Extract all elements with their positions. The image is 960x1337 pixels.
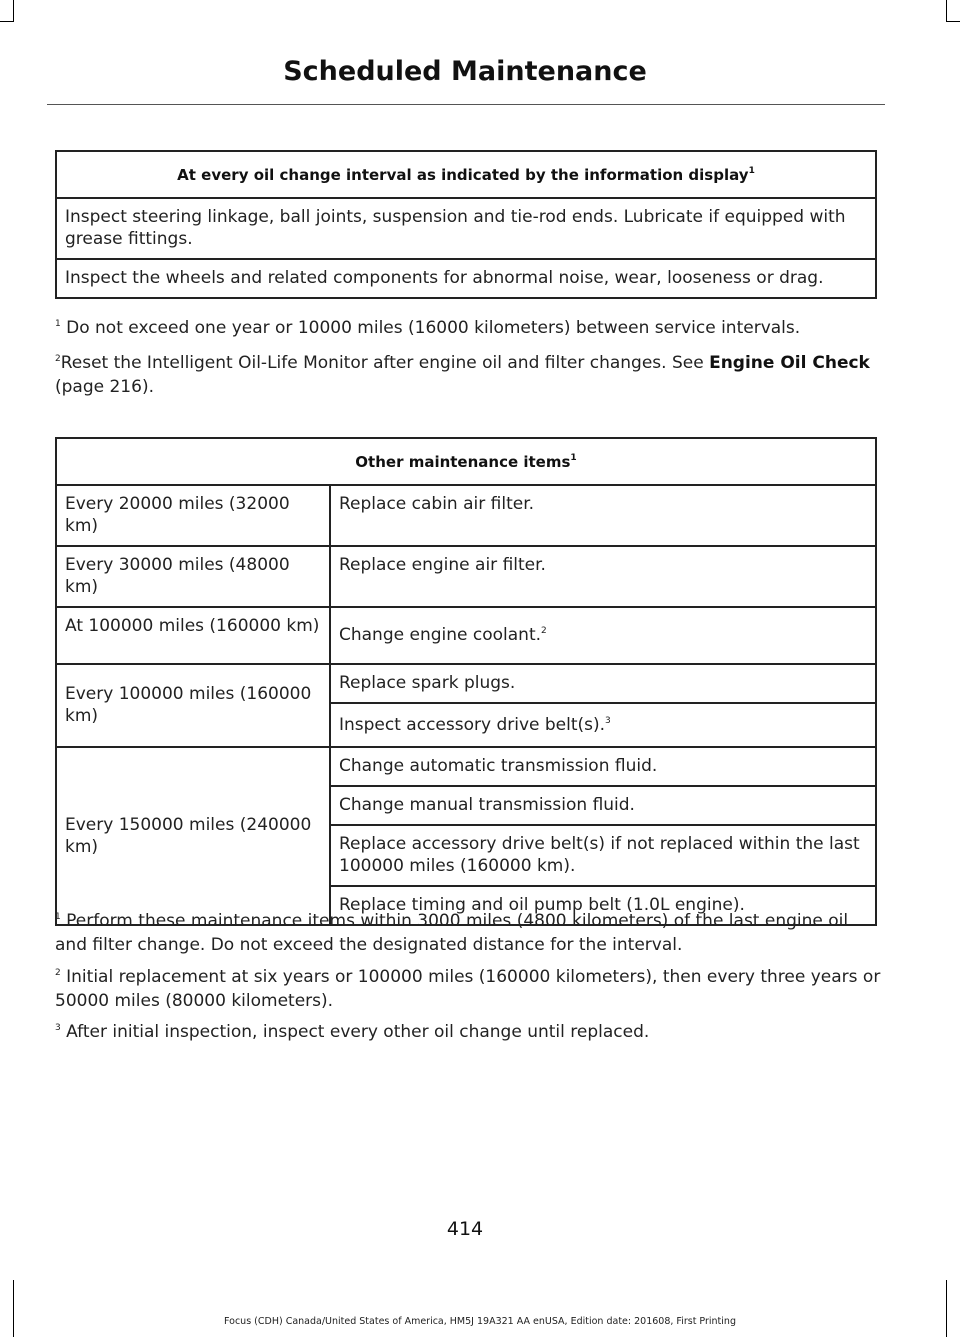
page-number: 414 <box>446 1218 484 1240</box>
table-header-row <box>56 151 876 198</box>
table-row <box>56 485 876 546</box>
item-cell <box>330 546 876 607</box>
footnote-text: Do not exceed one year or 10000 miles (16000 kilometers) between service intervals. <box>60 318 801 338</box>
page-footer: Focus (CDH) Canada/United States of America, HM5J 19A321 AA enUSA, Edition date: 201608, First Printing <box>224 1316 736 1327</box>
item-cell <box>330 485 876 546</box>
page-reference: (page 216). <box>55 377 154 397</box>
item-text: Replace engine air filter. <box>339 555 546 575</box>
crop-mark-top-right <box>946 0 947 22</box>
other-maintenance-table <box>55 437 877 926</box>
crop-mark-top-right-h <box>946 21 960 22</box>
item-text: Inspect accessory drive belt(s). <box>339 714 606 735</box>
footnote-3 <box>55 1020 885 1044</box>
item-text: Replace timing and oil pump belt (1.0L engine). <box>339 895 745 915</box>
crop-mark-bottom-left <box>13 1280 14 1337</box>
item-cell <box>330 664 876 703</box>
header-text: At every oil change interval as indicated by the information display <box>177 166 749 184</box>
item-text: Change automatic transmission fluid. <box>339 756 658 776</box>
interval-cell: Every 30000 miles (48000 km) <box>56 546 330 607</box>
other-maintenance-table-header <box>56 438 876 485</box>
table-cell: Inspect the wheels and related components for abnormal noise, wear, looseness or drag. <box>56 259 876 298</box>
interval-cell: At 100000 miles (160000 km) <box>56 607 330 664</box>
footnote-text: Perform these maintenance items within 3000 miles (4800 kilometers) of the last engine oil and filter change. Do not exceed the designated distance for the interval. <box>55 911 849 955</box>
footnote-1 <box>55 316 885 340</box>
page-title: Scheduled Maintenance <box>283 56 647 87</box>
table-row <box>56 546 876 607</box>
item-text: Replace spark plugs. <box>339 673 516 693</box>
footnote-marker: 3 <box>55 1023 61 1033</box>
table-row <box>56 198 876 259</box>
footnote-text: Reset the Intelligent Oil-Life Monitor after engine oil and filter changes. See <box>60 353 710 373</box>
footnote-marker: 2 <box>55 968 61 978</box>
footnote-marker: 1 <box>55 912 61 922</box>
footnote-1 <box>55 909 885 957</box>
footnote-ref: 2 <box>541 626 547 636</box>
item-cell <box>330 607 876 664</box>
footnote-ref: 1 <box>570 453 577 463</box>
item-text: Change engine coolant. <box>339 625 542 645</box>
header-text: Other maintenance items <box>355 453 571 471</box>
footnote-ref: 3 <box>605 715 611 726</box>
table-row <box>56 607 876 664</box>
crop-mark-top-left <box>13 0 14 22</box>
table-row <box>56 259 876 298</box>
footnote-marker: 1 <box>55 319 61 329</box>
oil-change-table <box>55 150 877 299</box>
crop-mark-top-left-h <box>0 21 14 22</box>
item-cell <box>330 786 876 825</box>
item-cell <box>330 703 876 747</box>
table-header-row <box>56 438 876 485</box>
interval-cell: Every 20000 miles (32000 km) <box>56 485 330 546</box>
footnote-text: After initial inspection, inspect every other oil change until replaced. <box>60 1022 650 1042</box>
footnote-2 <box>55 965 885 1013</box>
interval-cell: Every 150000 miles (240000 km) <box>56 747 330 925</box>
table-row <box>56 747 876 786</box>
footnote-marker: 2 <box>55 354 61 364</box>
footnote-text: Initial replacement at six years or 100000 miles (160000 kilometers), then every three years or 50000 miles (80000 kilometers). <box>55 967 881 1011</box>
crop-mark-bottom-right <box>946 1280 947 1337</box>
footnote-ref: 1 <box>748 166 755 176</box>
footnote-2 <box>55 351 885 399</box>
item-text: Replace cabin air filter. <box>339 494 535 514</box>
item-text: Replace accessory drive belt(s) if not replaced within the last 100000 miles (160000 km). <box>339 834 860 876</box>
item-cell <box>330 825 876 886</box>
table-cell: Inspect steering linkage, ball joints, suspension and tie-rod ends. Lubricate if equipped with grease fittings. <box>56 198 876 259</box>
item-text: Change manual transmission fluid. <box>339 795 635 815</box>
item-cell <box>330 747 876 786</box>
oil-change-table-header <box>56 151 876 198</box>
engine-oil-check-link[interactable]: Engine Oil Check <box>709 353 870 373</box>
title-divider <box>47 104 885 105</box>
table-row <box>56 664 876 703</box>
interval-cell: Every 100000 miles (160000 km) <box>56 664 330 747</box>
